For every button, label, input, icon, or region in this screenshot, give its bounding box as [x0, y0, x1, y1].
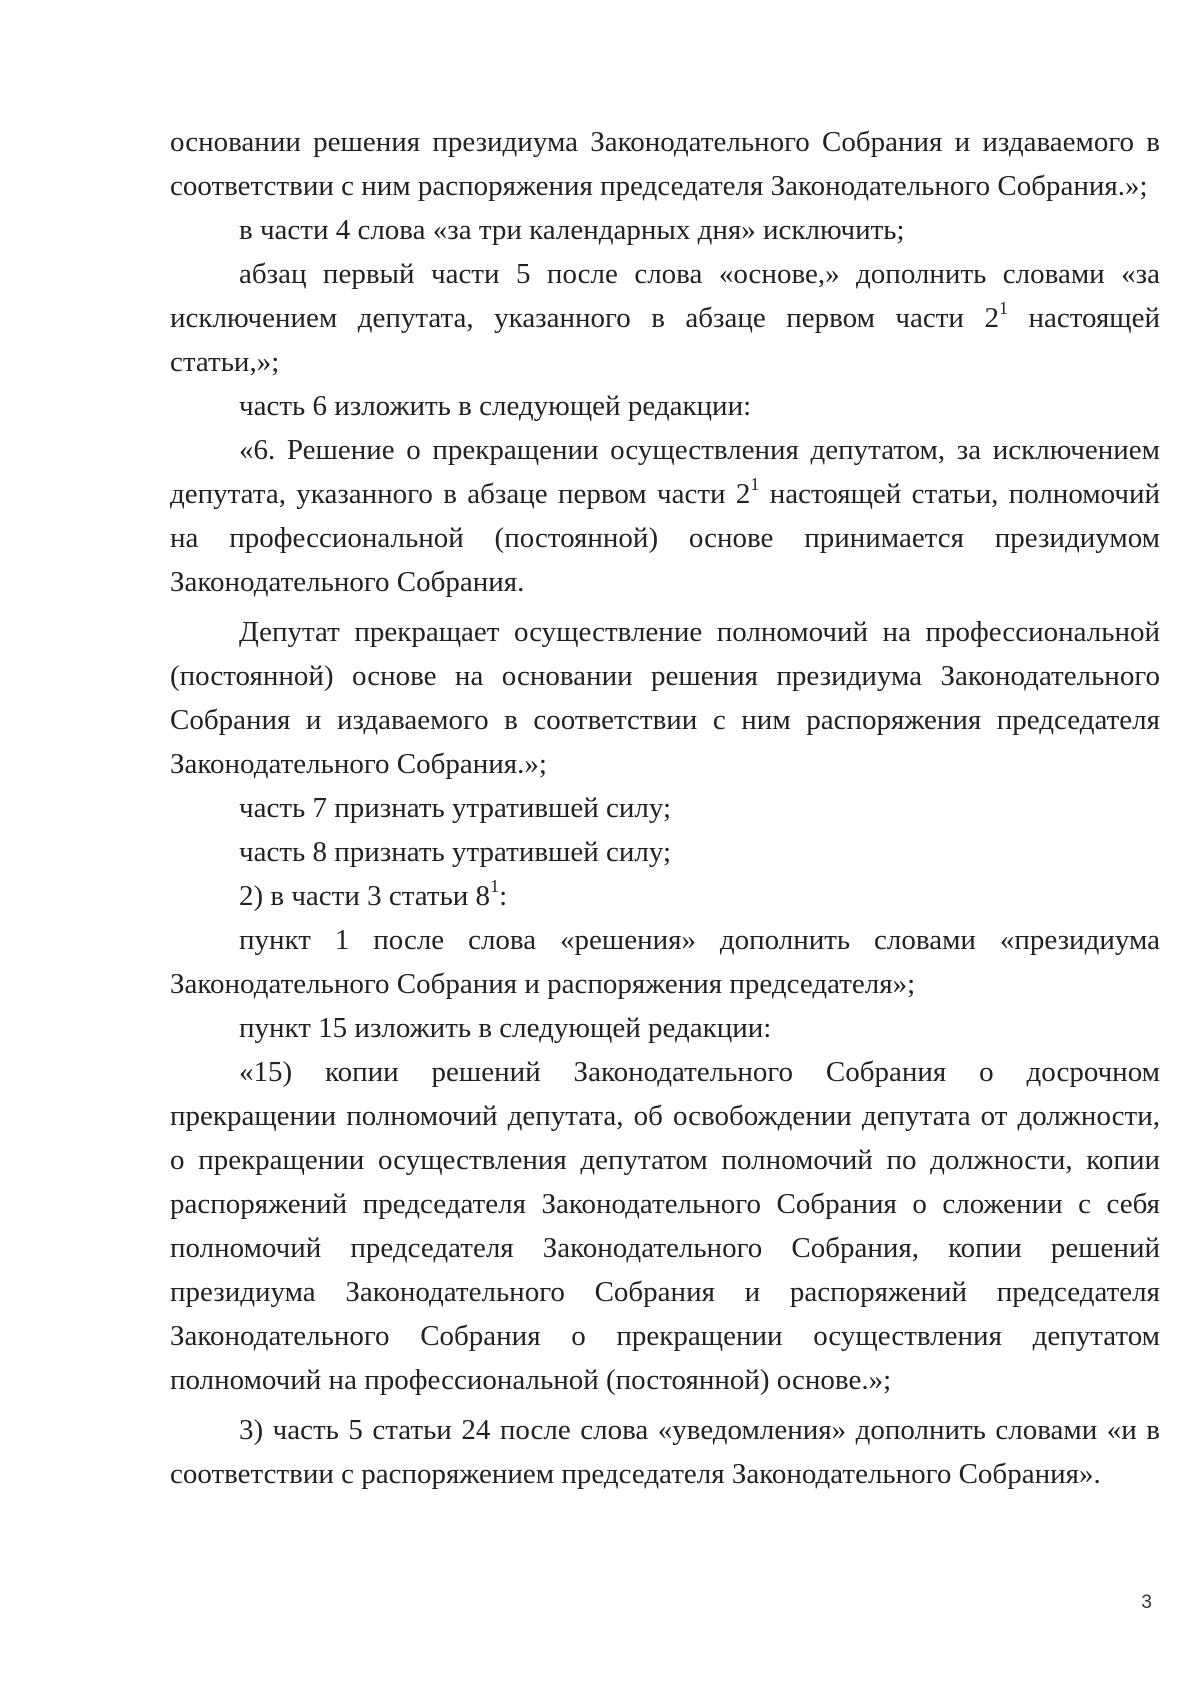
paragraph-text: основании решения президиума Законодательного Собрания и издаваемого в соответствии с ним распоряжения председателя Законодательного Собрания.»; — [170, 126, 1160, 202]
paragraph-text: пункт 15 изложить в следующей редакции: — [239, 1012, 772, 1044]
paragraph — [170, 252, 1160, 384]
document-body — [170, 120, 1160, 1496]
paragraph-text: : — [499, 880, 508, 912]
paragraph-text: настоящей статьи, полномочий на профессиональной (постоянной) основе принимается президиумом Законодательного Собрания. — [170, 478, 1160, 598]
superscript: 1 — [750, 474, 760, 495]
paragraph — [170, 1408, 1160, 1496]
paragraph-text: настоящей статьи,»; — [170, 302, 1161, 378]
paragraph-text: «15) копии решений Законодательного Собрания о досрочном прекращении полномочий депутата, об освобождении депутата от должности, о прекращении осуществления депутатом полномочий по должности, копии распоряжений председателя Законодательного Собрания о сложении с себя полномочий председателя Законодательного Собрания, копии решений президиума Законодательного Собрания и распоряжений председателя Законодательного Собрания о прекращении осуществления депутатом полномочий на профессиональной (постоянной) основе.»; — [170, 1056, 1160, 1396]
paragraph-text: 2) в части 3 статьи 8 — [239, 880, 491, 912]
paragraph-text: «6. Решение о прекращении осуществления депутатом, за исключением депутата, указанного в абзаце первом части 2 — [170, 434, 1160, 510]
paragraph-text: 3) часть 5 статьи 24 после слова «уведомления» дополнить словами «и в соответствии с распоряжением председателя Законодательного Собрания». — [170, 1414, 1160, 1490]
superscript: 1 — [490, 876, 500, 897]
paragraph — [170, 208, 1160, 252]
paragraph-text: в части 4 слова «за три календарных дня» исключить; — [239, 214, 905, 246]
paragraph — [170, 786, 1160, 830]
paragraph-text: Депутат прекращает осуществление полномочий на профессиональной (постоянной) основе на основании решения президиума Законодательного Собрания и издаваемого в соответствии с ним распоряжения председателя Законодательного Собрания.»; — [170, 616, 1160, 780]
paragraph — [170, 874, 1160, 918]
paragraph — [170, 428, 1160, 604]
page-number: 3 — [1141, 1592, 1152, 1613]
paragraph — [170, 610, 1160, 786]
paragraph — [170, 120, 1160, 208]
paragraph-text: абзац первый части 5 после слова «основе,» дополнить словами «за исключением депутата, указанного в абзаце первом части 2 — [170, 258, 1160, 334]
paragraph-text: пункт 1 после слова «решения» дополнить словами «президиума Законодательного Собрания и распоряжения председателя»; — [170, 924, 1160, 1000]
paragraph — [170, 918, 1160, 1006]
paragraph — [170, 1006, 1160, 1050]
paragraph-text: часть 7 признать утратившей силу; — [239, 792, 672, 824]
paragraph — [170, 384, 1160, 428]
paragraph-text: часть 8 признать утратившей силу; — [239, 836, 672, 868]
paragraph — [170, 830, 1160, 874]
paragraph — [170, 1050, 1160, 1402]
paragraph-text: часть 6 изложить в следующей редакции: — [239, 390, 752, 422]
superscript: 1 — [998, 298, 1008, 319]
